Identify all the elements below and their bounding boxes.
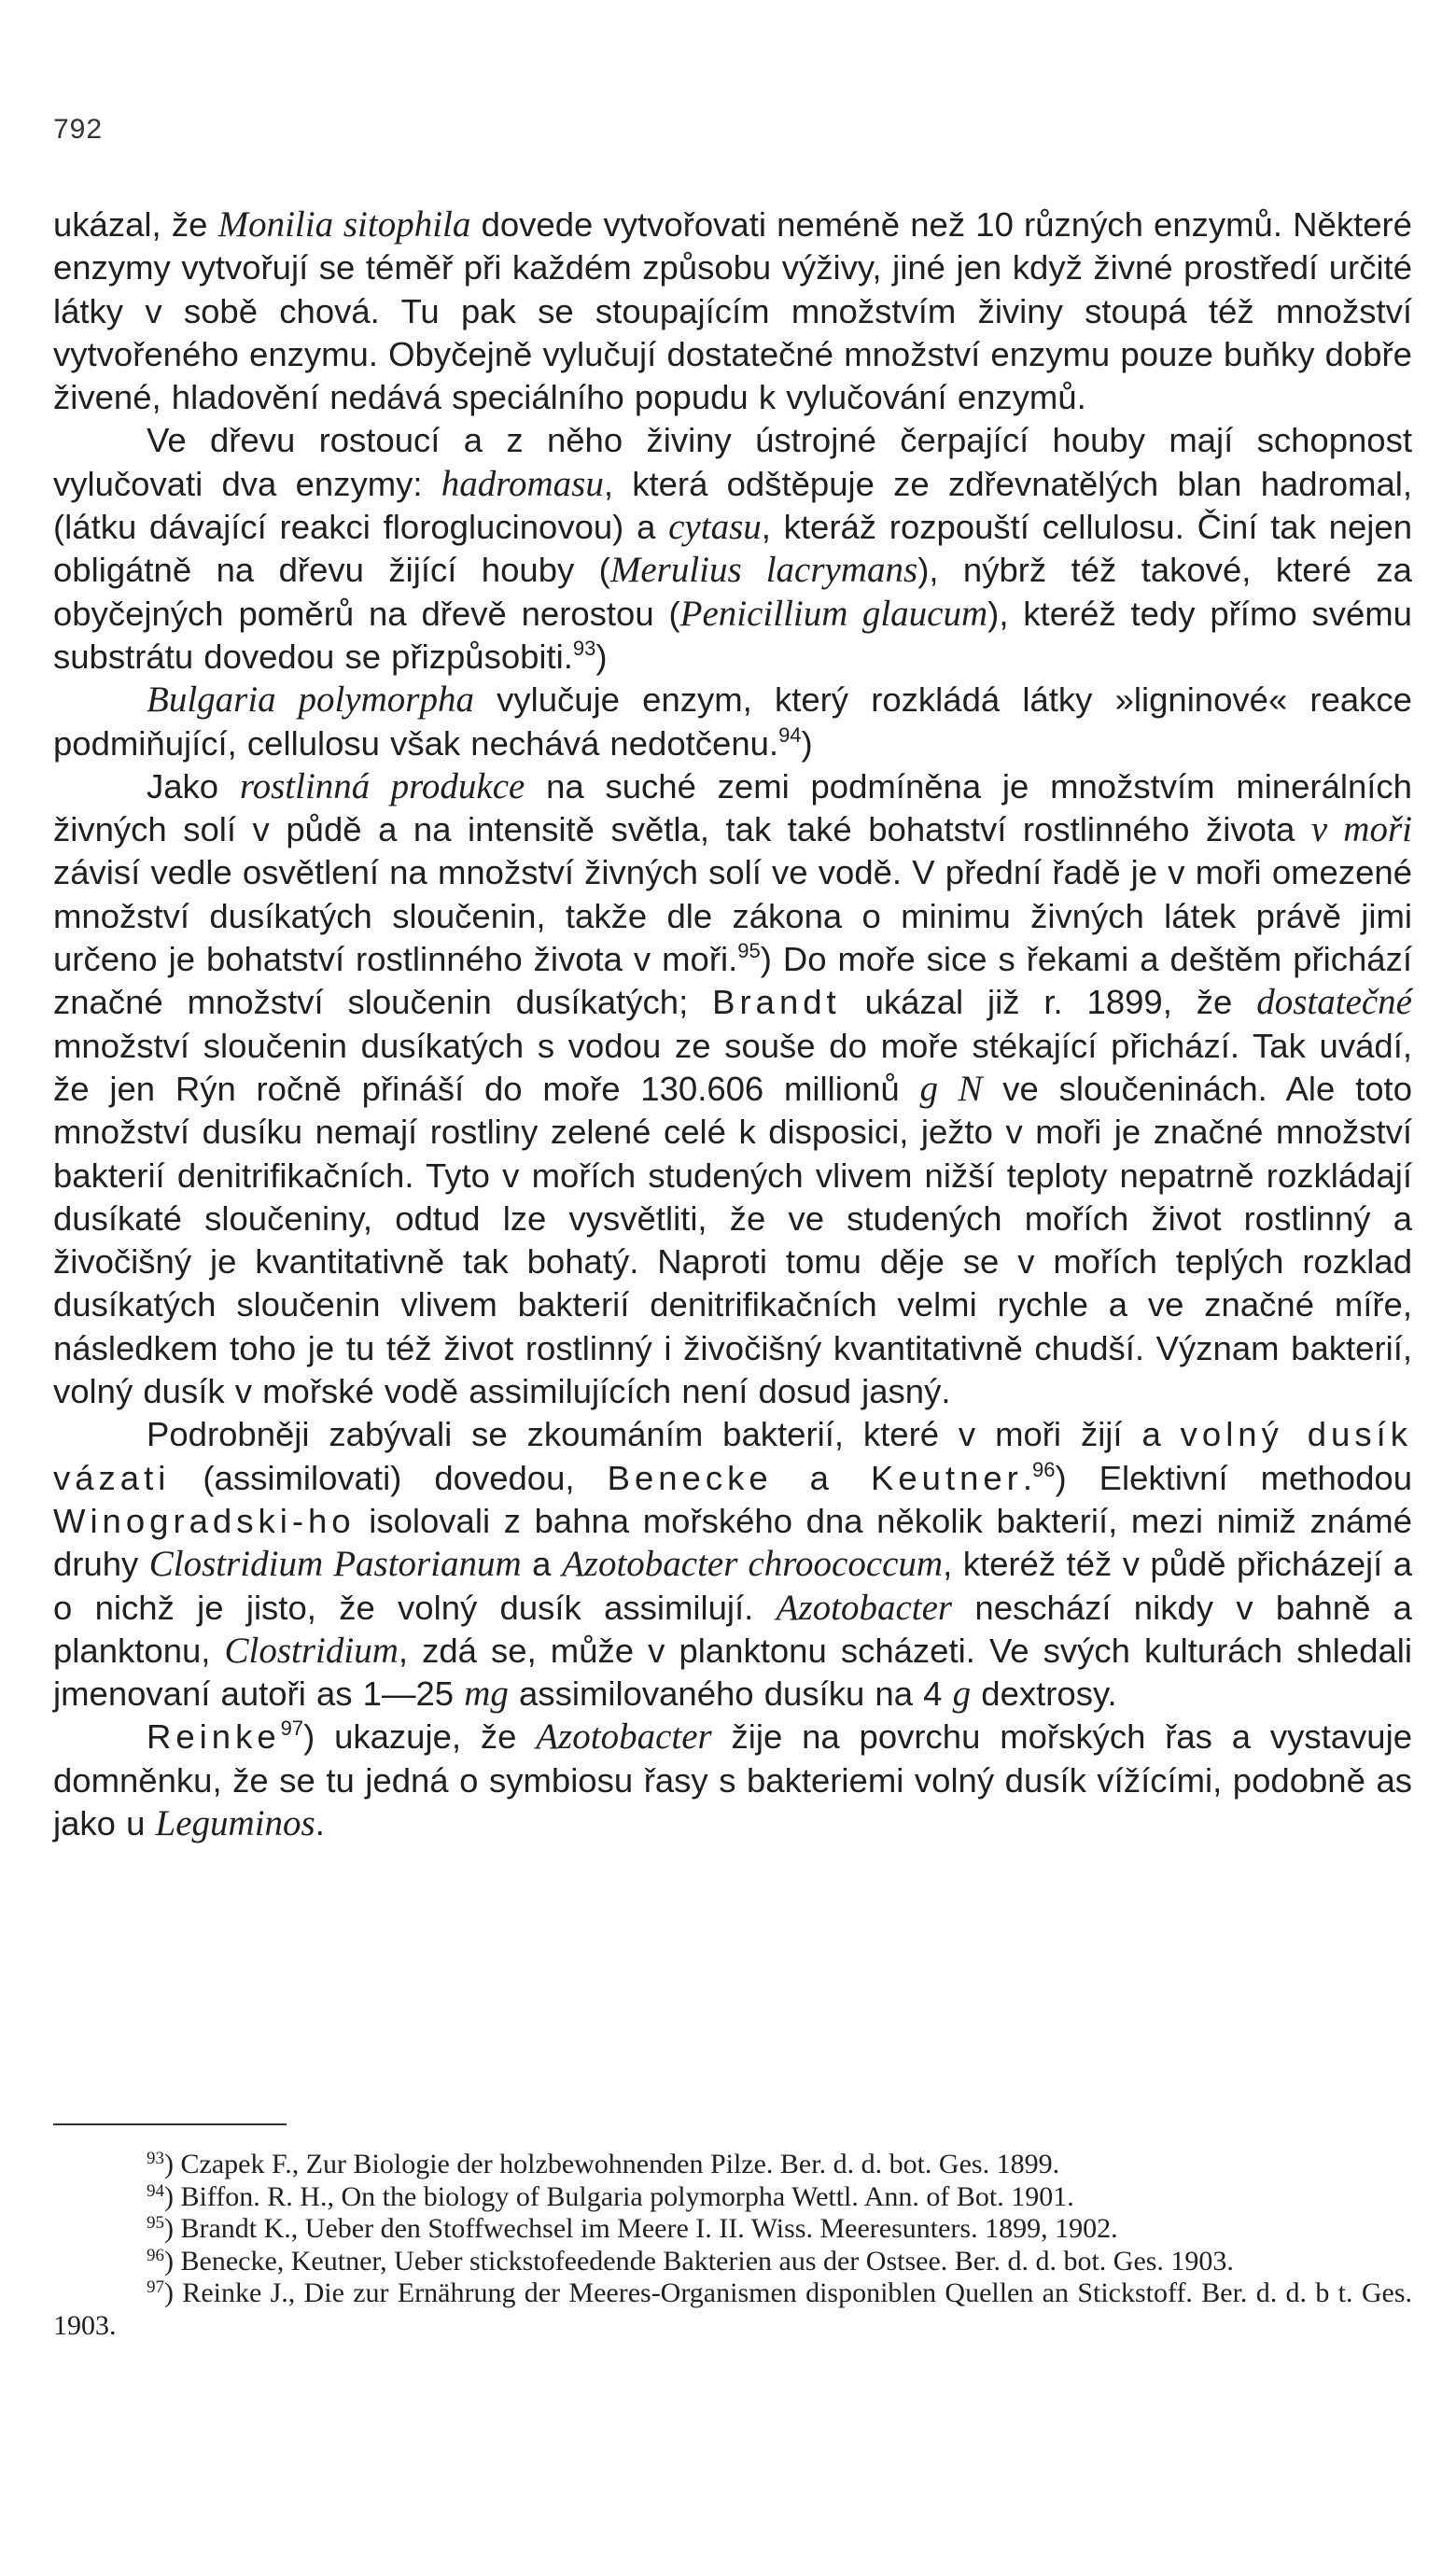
italic-term: mg — [464, 1674, 509, 1715]
italic-term: Azotobacter — [536, 1716, 712, 1758]
paragraph — [53, 419, 1412, 679]
italic-term: Leguminos — [155, 1802, 315, 1843]
text-run: ) Elektivní methodou — [1055, 1458, 1412, 1497]
footnote-number: 97 — [147, 2277, 164, 2297]
page-number: 792 — [53, 114, 104, 145]
text-run: dovede vytvořovati neméně než 10 různých enzymů. Některé enzymy vytvořují se téměř při každém způsobu výživy, jiné jen když živné prostředí určité látky v sobě chová. Tu pak se stoupajícím množstvím živiny stoupá též množství vytvořeného enzymu. Obyčejně vylučují dostatečné množství enzymu pouze buňky dobře živené, hladovění nedává speciálního popudu k vylučování enzymů. — [53, 205, 1412, 417]
text-run: , kteréž též v půdě přicházejí a o nichž je jisto, že volný dusík assimilují. — [53, 1545, 1413, 1627]
text-run: (assimilovati) dovedou, — [170, 1458, 608, 1497]
footnote-number: 93 — [147, 2149, 164, 2168]
footnote-text: ) Biffon. R. H., On the biology of Bulgaria polymorpha Wettl. Ann. of Bot. 1901. — [164, 2180, 1074, 2212]
footnote-ref: 97 — [280, 1716, 304, 1741]
italic-term: rostlinná produkce — [239, 765, 525, 806]
footnote-divider — [53, 2123, 287, 2125]
paragraph — [53, 1413, 1412, 1716]
italic-term: Merulius lacrymans — [609, 550, 918, 591]
text-run: ve sloučeninách. Ale toto množství dusíku nemají rostliny zelené celé k disposici, ježto v moři je značné množství bakterií denitrifikačních. Tyto v mořích studených vlivem nižší teploty nepatrně rozkládají dusíkaté sloučeniny, odtud lze vysvětliti, že ve studených mořích život rostlinný a živočišný je kvantitativně tak bohatý. Naproti tomu děje se v mořích teplých rozklad dusíkatých sloučenin vlivem bakterií denitrifikačních velmi rychle a ve značné míře, následkem toho je tu též život rostlinný i živočišný kvantitativně chudší. Význam bakterií, volný dusík v mořské vodě assimilujících není dosud jasný. — [53, 1069, 1412, 1411]
text-run: ) ukazuje, že — [303, 1717, 537, 1757]
italic-term: v moři — [1310, 809, 1412, 850]
italic-term: g N — [919, 1068, 983, 1109]
text-run: vylučuje enzym, který rozkládá látky »ligninové« reakce podmiňující, cellulosu však nechává nedotčenu. — [53, 680, 1412, 763]
text-run: , zdá se, může v planktonu scházeti. Ve svých kulturách shledali jmenovaní autoři as 1—25 — [53, 1631, 1412, 1714]
text-run: , kteráž rozpouští cellulosu. Činí tak nejen obligátně na dřevu žijící houby ( — [53, 508, 1412, 590]
text-run: isolovali z bahna mořského dna několik bakterií, mezi nimiž známé druhy — [53, 1501, 1412, 1584]
footnote-text: ) Czapek F., Zur Biologie der holzbewohnenden Pilze. Ber. d. d. bot. Ges. 1899. — [164, 2149, 1060, 2179]
text-run: assimilovaného dusíku na 4 — [508, 1674, 953, 1714]
text-run: Jako — [147, 766, 240, 806]
footnote-number: 96 — [147, 2245, 164, 2265]
spaced-name: Winogradski-ho — [53, 1501, 356, 1540]
paragraph — [53, 679, 1412, 765]
footnote-ref: 93 — [572, 636, 596, 660]
footnote-ref: 96 — [1032, 1457, 1056, 1481]
footnote — [53, 2246, 1412, 2278]
footnote-ref: 95 — [737, 939, 761, 963]
italic-term: Bulgaria polymorpha — [147, 680, 474, 721]
paragraph — [53, 765, 1412, 1413]
paragraph — [53, 203, 1412, 419]
text-run: ) Do moře sice s řekami a deštěm přichází značné množství sloučenin dusíkatých; — [53, 940, 1413, 1022]
italic-term: Azotobacter — [776, 1587, 953, 1628]
footnote — [53, 2181, 1412, 2214]
text-run: dextrosy. — [971, 1674, 1117, 1714]
body-text — [53, 203, 1412, 1845]
spaced-name: Brandt — [712, 983, 841, 1022]
text-run: ukázal, že — [53, 205, 218, 244]
italic-term: Penicillium glaucum — [679, 593, 988, 634]
italic-term: Azotobacter chroococcum — [561, 1544, 944, 1585]
text-run: na suché zemi podmíněna je množstvím minerálních živných solí v půdě a na intensitě světla, tak také bohatství rostlinného života — [53, 766, 1412, 849]
spaced-name: Reinke — [147, 1717, 281, 1757]
spaced-name: volný dusík vázati — [53, 1415, 1412, 1497]
footnote-number: 95 — [147, 2213, 164, 2233]
text-run: ), nýbrž též takové, které za obyčejných poměrů na dřevě nerostou ( — [53, 551, 1412, 633]
text-run: a — [521, 1545, 562, 1584]
text-run: závisí vedle osvětlení na množství živných solí ve vodě. V přední řadě je v moři omezené množství dusíkatých sloučenin, takže dle zákona o minimu živných látek právě jimi určeno je bohatství rostlinného života v moři. — [53, 853, 1412, 979]
italic-term: Clostridium Pastorianum — [148, 1544, 522, 1585]
text-run: ) — [801, 723, 813, 763]
text-run: ) — [595, 637, 608, 676]
text-run: Podrobněji zabývali se zkoumáním bakterií, které v moři žijí a — [147, 1415, 1181, 1454]
text-run: neschází nikdy v bahně a planktonu, — [53, 1588, 1412, 1670]
italic-term: g — [952, 1674, 972, 1715]
italic-term: dostatečné — [1256, 982, 1412, 1023]
footnote-number: 94 — [147, 2180, 164, 2201]
text-run: ukázal již r. 1899, že — [840, 983, 1257, 1022]
italic-term: hadromasu — [441, 463, 604, 504]
text-run: . — [1022, 1458, 1032, 1497]
footnote — [53, 2213, 1412, 2246]
paragraph — [53, 1716, 1412, 1845]
text-run: . — [315, 1803, 325, 1842]
spaced-name: Benecke a Keutner — [607, 1458, 1023, 1497]
italic-term: Clostridium — [224, 1630, 399, 1671]
footnote — [53, 2149, 1412, 2181]
footnote-text: ) Benecke, Keutner, Ueber stickstofeedende Bakterien aus der Ostsee. Ber. d. d. bot. Ges. 1903. — [164, 2245, 1234, 2277]
italic-term: Monilia sitophila — [217, 204, 471, 245]
footnote-text: ) Reinke J., Die zur Ernährung der Meeres-Organismen disponiblen Quellen an Stickstoff. Ber. d. d. b t. Ges. 1903. — [53, 2277, 1412, 2341]
footnotes — [53, 2149, 1412, 2342]
text-run: žije na povrchu mořských řas a vystavuje domněnku, že se tu jedná o symbiosu řasy s bakteriemi volný dusík vížícími, podobně as jako u — [53, 1717, 1412, 1842]
text-run: , která odštěpuje ze zdřevnatělých blan hadromal, (látku dávající reakci floroglucinovou) a — [53, 464, 1412, 547]
footnote-ref: 94 — [778, 722, 802, 747]
footnote — [53, 2277, 1412, 2342]
text-run: ), kteréž tedy přímo svému substrátu dovedou se přizpůsobiti. — [53, 594, 1412, 676]
footnote-text: ) Brandt K., Ueber den Stoffwechsel im Meere I. II. Wiss. Meeresunters. 1899, 1902. — [164, 2213, 1118, 2244]
text-run: Ve dřevu rostoucí a z něho živiny ústrojné čerpající houby mají schopnost vylučovati dva enzymy: — [53, 421, 1412, 503]
text-run: množství sloučenin dusíkatých s vodou ze souše do moře stékající přichází. Tak uvádí, že jen Rýn ročně přináší do moře 130.606 millionů — [53, 1026, 1412, 1108]
italic-term: cytasu — [668, 507, 762, 548]
